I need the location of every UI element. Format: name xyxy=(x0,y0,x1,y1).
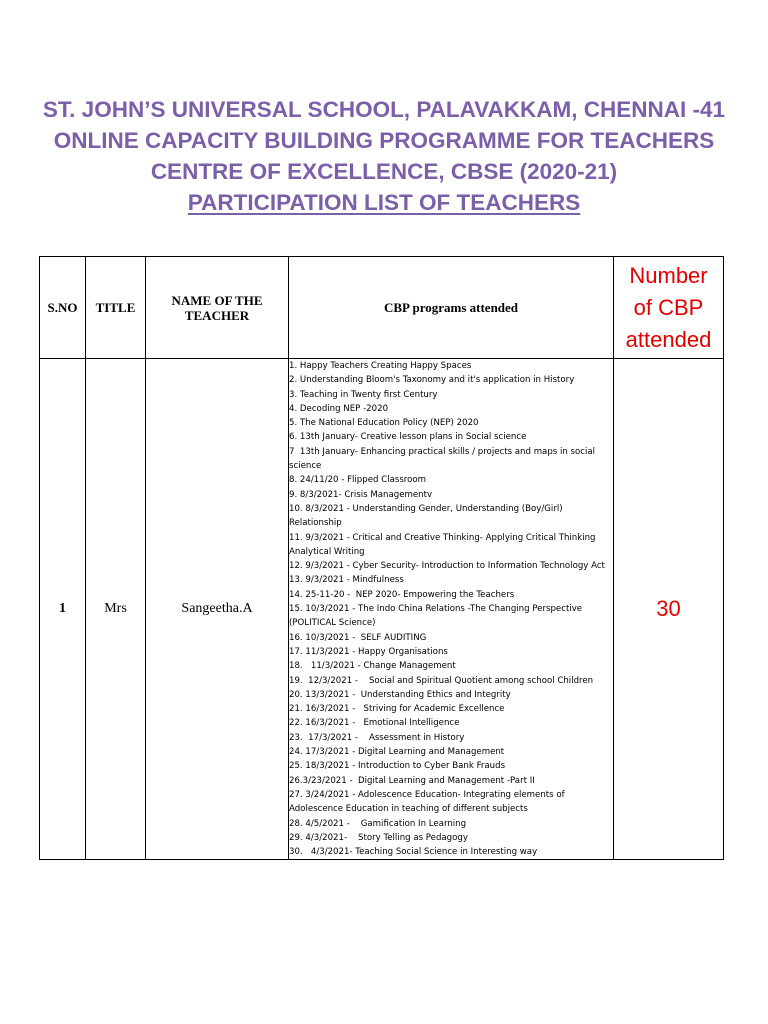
program-list-item: 18. 11/3/2021 - Change Management xyxy=(289,661,456,672)
program-list-item: 13. 9/3/2021 - Mindfulness xyxy=(289,575,404,586)
sno-cell: 1 xyxy=(40,359,86,860)
title-column-header: TITLE xyxy=(86,257,146,359)
count-column-header xyxy=(614,257,724,359)
program-list-item: 2. Understanding Bloom's Taxonomy and it's application in History xyxy=(289,375,575,386)
program-list-item: 1. Happy Teachers Creating Happy Spaces xyxy=(289,361,472,371)
program-list-item: 10. 8/3/2021 - Understanding Gender, Understanding (Boy/Girl) Relationship xyxy=(289,503,566,529)
document-heading xyxy=(0,94,768,218)
program-list-item: 14. 25-11-20 - NEP 2020- Empowering the Teachers xyxy=(289,589,515,600)
program-list-item: 4. Decoding NEP -2020 xyxy=(289,403,389,414)
program-list-item: 11. 9/3/2021 - Critical and Creative Thinking- Applying Critical Thinking Analytical Writing xyxy=(289,532,599,557)
count-header-label: Number of CBP attended xyxy=(625,262,712,352)
program-list-item: 8. 24/11/20 - Flipped Classroom xyxy=(289,475,427,486)
teacher-name-column-header xyxy=(146,257,289,359)
program-list-item: 12. 9/3/2021 - Cyber Security- Introduction to Information Technology Act xyxy=(289,561,605,572)
program-list-item: 30. 4/3/2021- Teaching Social Science in Interesting way xyxy=(289,847,538,858)
programs-cell xyxy=(289,359,614,860)
program-list-item: 29. 4/3/2021- Story Telling as Pedagogy xyxy=(289,832,468,843)
program-list-item: 19. 12/3/2021 - Social and Spiritual Quotient among school Children xyxy=(289,675,594,686)
teacher-name-cell: Sangeetha.A xyxy=(146,359,289,860)
sno-column-header: S.NO xyxy=(40,257,86,359)
programme-heading: ONLINE CAPACITY BUILDING PROGRAMME FOR TEACHERS xyxy=(53,128,715,153)
program-list-item: 3. Teaching in Twenty first Century xyxy=(289,389,438,400)
list-heading-line xyxy=(0,187,768,218)
program-list-item: 6. 13th January- Creative lesson plans in Social science xyxy=(289,432,527,443)
table-row xyxy=(40,359,724,860)
program-list-item: 25. 18/3/2021 - Introduction to Cyber Bank Frauds xyxy=(289,761,506,772)
program-count-cell: 30 xyxy=(614,359,724,860)
program-list xyxy=(289,359,613,859)
program-list-item: 27. 3/24/2021 - Adolescence Education- Integrating elements of Adolescence Education in teaching of different subjects xyxy=(289,789,568,815)
program-list-item: 20. 13/3/2021 - Understanding Ethics and Integrity xyxy=(289,689,511,700)
program-list-item: 28. 4/5/2021 - Gamification In Learning xyxy=(289,818,467,829)
program-list-item: 9. 8/3/2021- Crisis Managementv xyxy=(289,489,433,500)
program-list-item: 22. 16/3/2021 - Emotional Intelligence xyxy=(289,718,460,729)
centre-heading: CENTRE OF EXCELLENCE, CBSE (2020-21) xyxy=(150,159,618,184)
program-list-item: 16. 10/3/2021 - SELF AUDITING xyxy=(289,632,427,643)
program-list-item: 24. 17/3/2021 - Digital Learning and Management xyxy=(289,747,505,758)
program-list-item: 15. 10/3/2021 - The Indo China Relations -The Changing Perspective (POLITICAL Science) xyxy=(289,604,585,629)
title-cell: Mrs xyxy=(86,359,146,860)
table-header-row xyxy=(40,257,724,359)
program-list-item: 5. The National Education Policy (NEP) 2020 xyxy=(289,418,479,429)
programs-column-header: CBP programs attended xyxy=(289,257,614,359)
program-list-item: 17. 11/3/2021 - Happy Organisations xyxy=(289,646,448,657)
program-list-item: 7 13th January- Enhancing practical skills / projects and maps in social science xyxy=(289,446,598,472)
school-name-heading: ST. JOHN’S UNIVERSAL SCHOOL, PALAVAKKAM, CHENNAI -41 xyxy=(42,97,726,122)
teacher-name-header-label: NAME OF THE TEACHER xyxy=(171,292,263,323)
program-list-item: 23. 17/3/2021 - Assessment in History xyxy=(289,732,465,743)
participation-table xyxy=(39,256,724,860)
participation-list-heading: PARTICIPATION LIST OF TEACHERS xyxy=(187,190,581,215)
program-list-item: 26.3/23/2021 - Digital Learning and Management -Part II xyxy=(289,775,535,786)
program-list-item: 21. 16/3/2021 - Striving for Academic Excellence xyxy=(289,704,505,715)
